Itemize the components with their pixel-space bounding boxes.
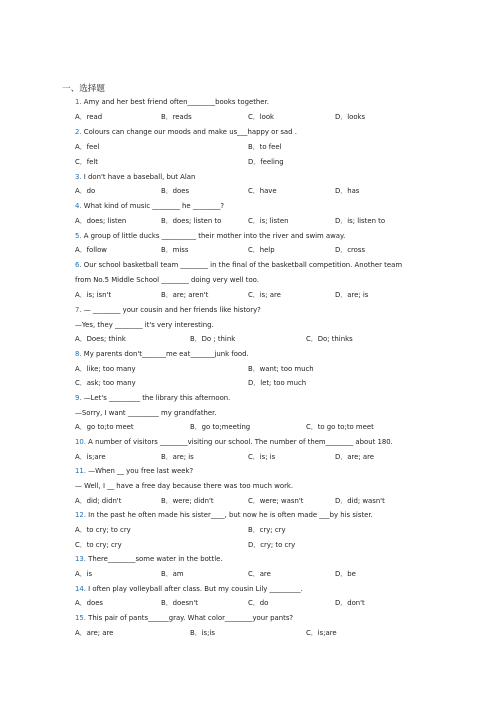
question-5	[75, 230, 345, 242]
question-number: 7.	[75, 306, 82, 314]
question-9	[75, 392, 230, 404]
option-a[interactable]: A．is	[75, 570, 93, 578]
option-a[interactable]: A．does; listen	[75, 217, 127, 225]
option-d[interactable]: D．cross	[335, 246, 366, 254]
question-number: 1.	[75, 98, 82, 106]
option-b[interactable]: B．am	[161, 570, 184, 578]
question-10	[75, 436, 393, 448]
option-d[interactable]: D．are; is	[335, 291, 369, 299]
option-b[interactable]: B．go to;meeting	[190, 423, 251, 431]
option-c[interactable]: C．is; listen	[248, 217, 289, 225]
option-a[interactable]: A．is;are	[75, 453, 106, 461]
option-b[interactable]: B．cry; cry	[248, 526, 286, 534]
question-8	[75, 348, 249, 360]
option-c[interactable]: C．help	[248, 246, 275, 254]
question-1	[75, 96, 269, 108]
option-c[interactable]: C．is;are	[306, 629, 337, 637]
question-text: — ________ your cousin and her friends like history?	[83, 306, 261, 314]
option-c[interactable]: C．do	[248, 599, 269, 607]
question-text: Amy and her best friend often________books together.	[83, 98, 269, 106]
question-7	[75, 304, 261, 316]
option-a[interactable]: A．feel	[75, 143, 100, 151]
option-d[interactable]: D．did; wasn't	[335, 497, 385, 505]
option-d[interactable]: D．looks	[335, 113, 366, 121]
question-text: Colours can change our moods and make us___happy or sad .	[83, 128, 297, 136]
option-b[interactable]: B．is;is	[190, 629, 215, 637]
option-b[interactable]: B．miss	[161, 246, 189, 254]
option-b[interactable]: B．are; is	[161, 453, 194, 461]
option-c[interactable]: C．look	[248, 113, 275, 121]
option-d[interactable]: D．don't	[335, 599, 365, 607]
question-number: 9.	[75, 394, 82, 402]
option-b[interactable]: B．Do ; think	[190, 335, 236, 343]
question-9-continued: —Sorry, I want _________ my grandfather.	[75, 409, 217, 417]
section-title: 一、选择题	[62, 84, 105, 94]
question-text: My parents don't_______me eat_______junk food.	[83, 350, 249, 358]
question-text: A number of visitors ________visiting our school. The number of them________ about 180.	[88, 438, 393, 446]
question-text: There________some water in the bottle.	[88, 555, 223, 563]
option-d[interactable]: D．let; too much	[248, 379, 307, 387]
option-c[interactable]: C．have	[248, 187, 277, 195]
option-c[interactable]: C．is; is	[248, 453, 276, 461]
question-number: 15.	[75, 614, 86, 622]
option-b[interactable]: B．are; aren't	[161, 291, 209, 299]
question-number: 4.	[75, 202, 82, 210]
option-a[interactable]: A．did; didn't	[75, 497, 122, 505]
question-number: 13.	[75, 555, 86, 563]
question-14	[75, 583, 303, 595]
option-c[interactable]: C．are	[248, 570, 271, 578]
question-4	[75, 200, 224, 212]
option-a[interactable]: A．are; are	[75, 629, 114, 637]
option-a[interactable]: A．to cry; to cry	[75, 526, 131, 534]
question-number: 8.	[75, 350, 82, 358]
question-12	[75, 509, 373, 521]
option-a[interactable]: A．is; isn't	[75, 291, 112, 299]
option-b[interactable]: B．reads	[161, 113, 192, 121]
question-13	[75, 553, 223, 565]
question-6-continued: from No.5 Middle School ________ doing very well too.	[75, 276, 259, 284]
option-c[interactable]: C．felt	[75, 158, 98, 166]
option-d[interactable]: D．cry; to cry	[248, 541, 296, 549]
option-b[interactable]: B．does	[161, 187, 190, 195]
option-c[interactable]: C．is; are	[248, 291, 281, 299]
question-text: A group of little ducks __________ their mother into the river and swim away.	[83, 232, 346, 240]
question-text: Our school basketball team ________ in the final of the basketball competition. Another team	[83, 261, 403, 269]
question-number: 3.	[75, 173, 82, 181]
option-b[interactable]: B．were; didn't	[161, 497, 214, 505]
question-15	[75, 612, 293, 624]
question-3	[75, 171, 195, 183]
question-number: 14.	[75, 585, 86, 593]
question-number: 11.	[75, 467, 86, 475]
option-c[interactable]: C．Do; thinks	[306, 335, 353, 343]
option-a[interactable]: A．follow	[75, 246, 107, 254]
option-a[interactable]: A．does	[75, 599, 104, 607]
option-b[interactable]: B．want; too much	[248, 365, 314, 373]
question-number: 6.	[75, 261, 82, 269]
question-number: 5.	[75, 232, 82, 240]
option-d[interactable]: D．has	[335, 187, 360, 195]
question-11-continued: — Well, I __ have a free day because there was too much work.	[75, 482, 294, 490]
option-b[interactable]: B．doesn't	[161, 599, 199, 607]
question-text: —Let's _________ the library this afternoon.	[83, 394, 231, 402]
option-d[interactable]: D．is; listen to	[335, 217, 386, 225]
question-number: 10.	[75, 438, 86, 446]
option-c[interactable]: C．ask; too many	[75, 379, 136, 387]
question-text: I often play volleyball after class. But my cousin Lily _________.	[88, 585, 303, 593]
option-d[interactable]: D．are; are	[335, 453, 374, 461]
question-text: In the past he often made his sister____, but now he is often made ___by his sister.	[88, 511, 373, 519]
question-text: What kind of music ________ he ________?	[83, 202, 225, 210]
option-a[interactable]: A．do	[75, 187, 96, 195]
option-a[interactable]: A．go to;to meet	[75, 423, 134, 431]
option-a[interactable]: A．like; too many	[75, 365, 136, 373]
question-6	[75, 259, 402, 271]
question-11	[75, 465, 193, 477]
option-c[interactable]: C．to cry; cry	[75, 541, 122, 549]
question-7-continued: —Yes, they ________ it's very interesting.	[75, 321, 214, 329]
option-a[interactable]: A．Does; think	[75, 335, 126, 343]
question-2	[75, 126, 297, 138]
option-a[interactable]: A．read	[75, 113, 103, 121]
option-c[interactable]: C．to go to;to meet	[306, 423, 374, 431]
question-number: 12.	[75, 511, 86, 519]
option-b[interactable]: B．does; listen to	[161, 217, 222, 225]
question-text: This pair of pants______gray. What color________your pants?	[88, 614, 294, 622]
question-text: I don't have a baseball, but Alan	[83, 173, 196, 181]
option-c[interactable]: C．were; wasn't	[248, 497, 304, 505]
option-b[interactable]: B．to feel	[248, 143, 282, 151]
option-d[interactable]: D．feeling	[248, 158, 284, 166]
question-text: —When __ you free last week?	[88, 467, 194, 475]
option-d[interactable]: D．be	[335, 570, 356, 578]
question-number: 2.	[75, 128, 82, 136]
